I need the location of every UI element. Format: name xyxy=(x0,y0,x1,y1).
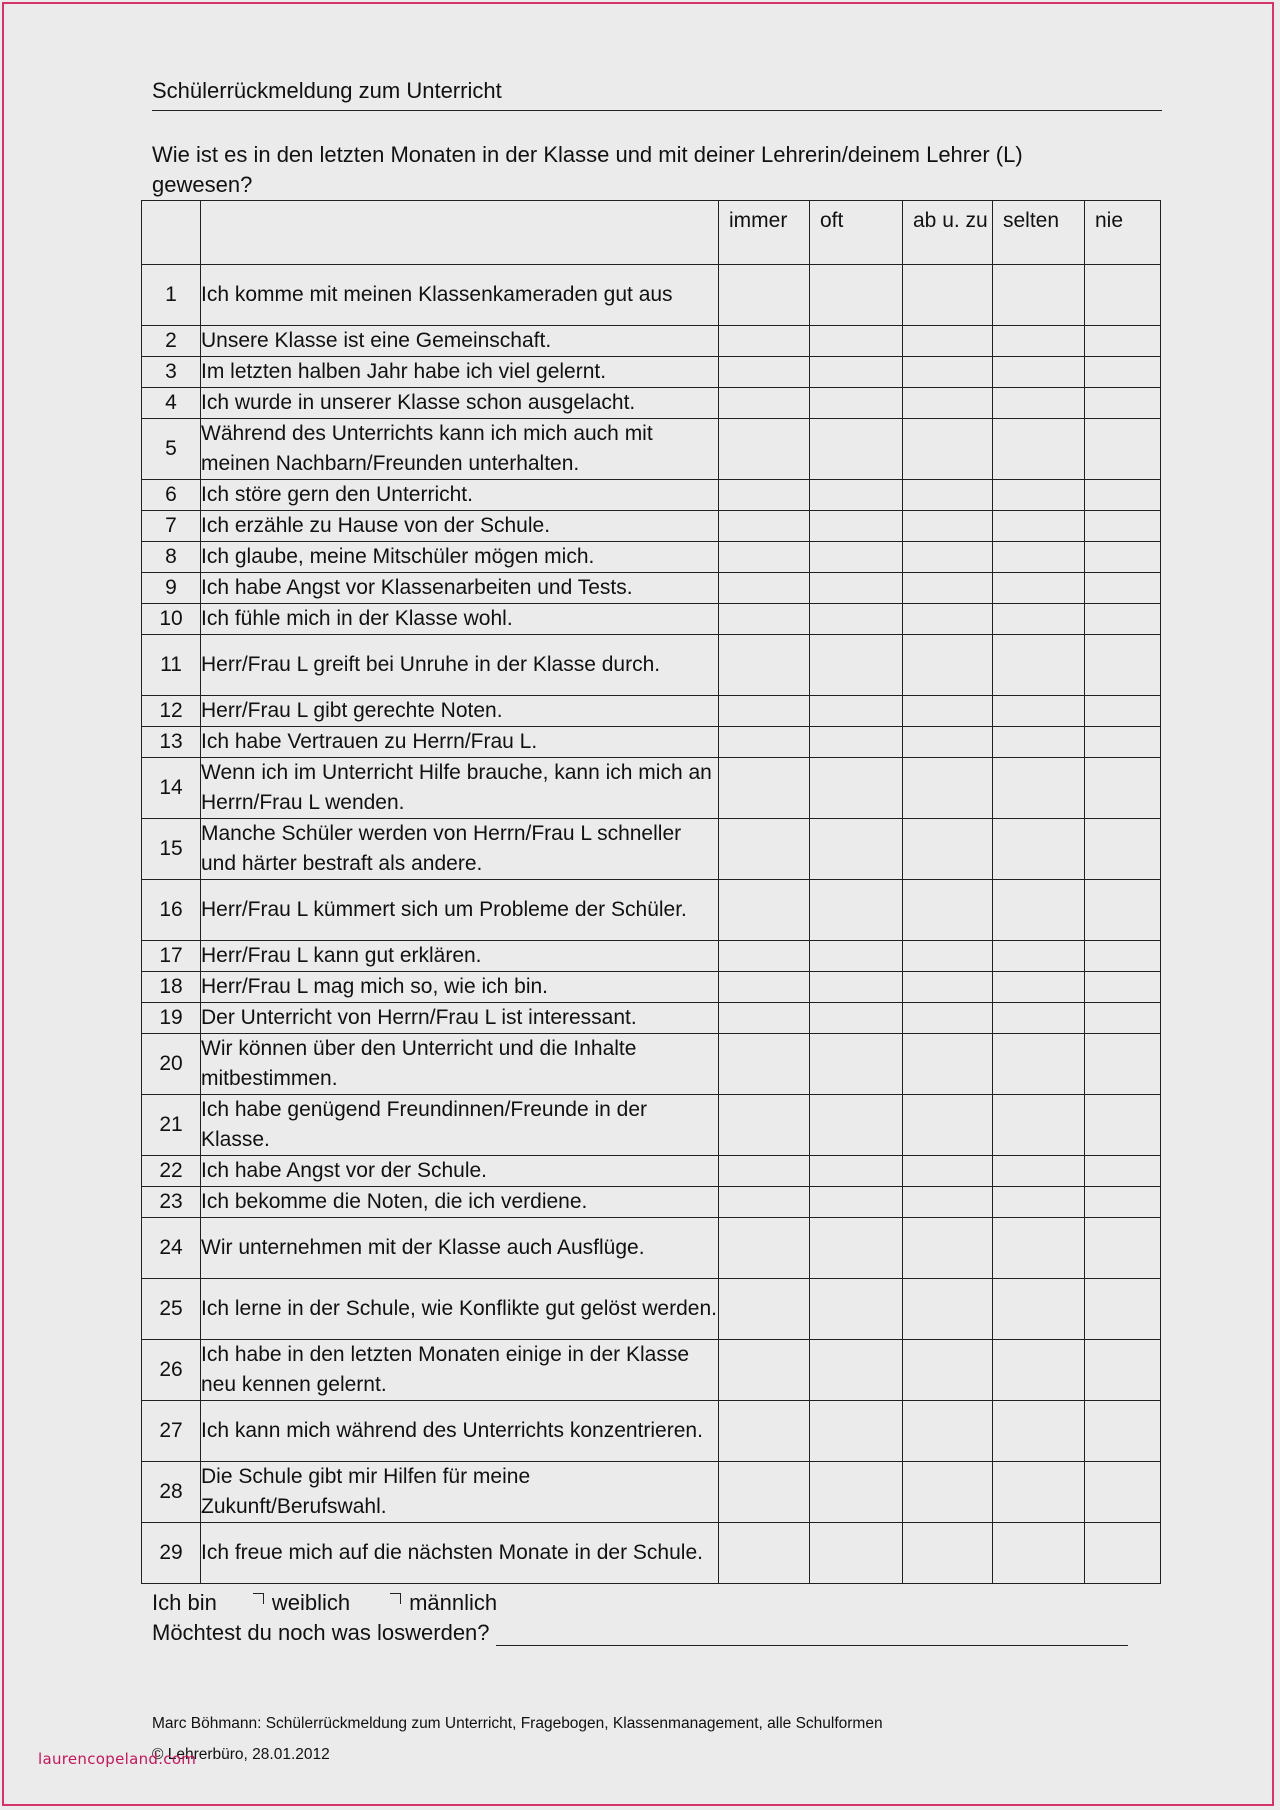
answer-cell-oft[interactable] xyxy=(810,1462,903,1523)
answer-cell-ab-u-zu[interactable] xyxy=(903,357,993,388)
answer-cell-nie[interactable] xyxy=(1085,1340,1161,1401)
item-statement: Ich glaube, meine Mitschüler mögen mich. xyxy=(201,542,719,573)
answer-cell-nie[interactable] xyxy=(1085,696,1161,727)
item-statement: Ich habe genügend Freundinnen/Freunde in der Klasse. xyxy=(201,1095,719,1156)
answer-cell-selten[interactable] xyxy=(993,880,1085,941)
answer-cell-oft[interactable] xyxy=(810,696,903,727)
header-selten: selten xyxy=(993,201,1085,265)
answer-cell-nie[interactable] xyxy=(1085,419,1161,480)
answer-cell-selten[interactable] xyxy=(993,819,1085,880)
item-number: 20 xyxy=(142,1034,201,1095)
table-row xyxy=(142,480,1161,511)
answer-cell-selten[interactable] xyxy=(993,480,1085,511)
item-number: 12 xyxy=(142,696,201,727)
answer-cell-immer[interactable] xyxy=(719,542,810,573)
answer-cell-selten[interactable] xyxy=(993,326,1085,357)
table-header-row xyxy=(142,201,1161,265)
table-row xyxy=(142,388,1161,419)
female-label: weiblich xyxy=(271,1590,351,1615)
answer-cell-nie[interactable] xyxy=(1085,1187,1161,1218)
answer-cell-nie[interactable] xyxy=(1085,326,1161,357)
table-row xyxy=(142,1462,1161,1523)
survey-body xyxy=(142,265,1161,1584)
table-row xyxy=(142,604,1161,635)
table-row xyxy=(142,265,1161,326)
answer-cell-nie[interactable] xyxy=(1085,511,1161,542)
item-number: 22 xyxy=(142,1156,201,1187)
item-statement: Ich habe Vertrauen zu Herrn/Frau L. xyxy=(201,727,719,758)
answer-cell-nie[interactable] xyxy=(1085,265,1161,326)
table-row xyxy=(142,880,1161,941)
answer-cell-immer[interactable] xyxy=(719,1401,810,1462)
answer-cell-immer[interactable] xyxy=(719,635,810,696)
answer-cell-immer[interactable] xyxy=(719,972,810,1003)
item-number: 27 xyxy=(142,1401,201,1462)
answer-cell-oft[interactable] xyxy=(810,941,903,972)
item-number: 6 xyxy=(142,480,201,511)
female-checkbox[interactable] xyxy=(253,1593,264,1604)
table-row xyxy=(142,1034,1161,1095)
table-row xyxy=(142,1095,1161,1156)
table-row xyxy=(142,1156,1161,1187)
answer-cell-oft[interactable] xyxy=(810,880,903,941)
answer-cell-ab-u-zu[interactable] xyxy=(903,388,993,419)
item-statement: Manche Schüler werden von Herrn/Frau L schneller und härter bestraft als andere. xyxy=(201,819,719,880)
answer-cell-immer[interactable] xyxy=(719,573,810,604)
watermark: laurencopeland.com xyxy=(38,1750,197,1768)
answer-cell-immer[interactable] xyxy=(719,1340,810,1401)
header-immer: immer xyxy=(719,201,810,265)
answer-cell-ab-u-zu[interactable] xyxy=(903,1340,993,1401)
answer-cell-ab-u-zu[interactable] xyxy=(903,1095,993,1156)
answer-cell-nie[interactable] xyxy=(1085,1156,1161,1187)
table-row xyxy=(142,727,1161,758)
answer-cell-immer[interactable] xyxy=(719,819,810,880)
answer-cell-nie[interactable] xyxy=(1085,1003,1161,1034)
answer-cell-selten[interactable] xyxy=(993,419,1085,480)
item-number: 15 xyxy=(142,819,201,880)
answer-cell-nie[interactable] xyxy=(1085,941,1161,972)
item-statement: Herr/Frau L kann gut erklären. xyxy=(201,941,719,972)
answer-cell-immer[interactable] xyxy=(719,941,810,972)
answer-cell-selten[interactable] xyxy=(993,511,1085,542)
answer-cell-immer[interactable] xyxy=(719,388,810,419)
answer-cell-selten[interactable] xyxy=(993,1156,1085,1187)
table-row xyxy=(142,941,1161,972)
item-statement: Wenn ich im Unterricht Hilfe brauche, kann ich mich an Herrn/Frau L wenden. xyxy=(201,758,719,819)
answer-cell-nie[interactable] xyxy=(1085,1279,1161,1340)
table-row xyxy=(142,419,1161,480)
answer-cell-nie[interactable] xyxy=(1085,1523,1161,1584)
table-row xyxy=(142,819,1161,880)
item-statement: Ich bekomme die Noten, die ich verdiene. xyxy=(201,1187,719,1218)
answer-cell-oft[interactable] xyxy=(810,819,903,880)
answer-cell-oft[interactable] xyxy=(810,573,903,604)
answer-cell-oft[interactable] xyxy=(810,326,903,357)
item-statement: Ich wurde in unserer Klasse schon ausgelacht. xyxy=(201,388,719,419)
header-nie: nie xyxy=(1085,201,1161,265)
item-statement: Ich habe Angst vor der Schule. xyxy=(201,1156,719,1187)
answer-cell-selten[interactable] xyxy=(993,1034,1085,1095)
item-number: 16 xyxy=(142,880,201,941)
answer-cell-oft[interactable] xyxy=(810,727,903,758)
answer-cell-selten[interactable] xyxy=(993,265,1085,326)
item-number: 7 xyxy=(142,511,201,542)
answer-cell-selten[interactable] xyxy=(993,758,1085,819)
answer-cell-ab-u-zu[interactable] xyxy=(903,542,993,573)
answer-cell-selten[interactable] xyxy=(993,573,1085,604)
answer-cell-oft[interactable] xyxy=(810,480,903,511)
item-statement: Herr/Frau L kümmert sich um Probleme der Schüler. xyxy=(201,880,719,941)
answer-cell-selten[interactable] xyxy=(993,1279,1085,1340)
item-number: 3 xyxy=(142,357,201,388)
header-number-cell xyxy=(142,201,201,265)
table-row xyxy=(142,1401,1161,1462)
item-number: 13 xyxy=(142,727,201,758)
answer-cell-selten[interactable] xyxy=(993,1401,1085,1462)
answer-cell-ab-u-zu[interactable] xyxy=(903,1401,993,1462)
answer-cell-nie[interactable] xyxy=(1085,388,1161,419)
document-title: Schülerrückmeldung zum Unterricht xyxy=(152,78,1162,111)
remark-label: Möchtest du noch was loswerden? xyxy=(152,1620,490,1645)
table-row xyxy=(142,1523,1161,1584)
item-number: 14 xyxy=(142,758,201,819)
answer-cell-ab-u-zu[interactable] xyxy=(903,758,993,819)
item-statement: Die Schule gibt mir Hilfen für meine Zukunft/Berufswahl. xyxy=(201,1462,719,1523)
item-statement: Ich habe in den letzten Monaten einige in der Klasse neu kennen gelernt. xyxy=(201,1340,719,1401)
answer-cell-immer[interactable] xyxy=(719,1279,810,1340)
answer-cell-nie[interactable] xyxy=(1085,1095,1161,1156)
table-row xyxy=(142,542,1161,573)
answer-cell-immer[interactable] xyxy=(719,1034,810,1095)
item-number: 11 xyxy=(142,635,201,696)
answer-cell-immer[interactable] xyxy=(719,727,810,758)
table-row xyxy=(142,1218,1161,1279)
answer-cell-ab-u-zu[interactable] xyxy=(903,727,993,758)
survey-table xyxy=(141,200,1161,1584)
answer-cell-ab-u-zu[interactable] xyxy=(903,604,993,635)
gender-prefix: Ich bin xyxy=(152,1590,217,1615)
answer-cell-oft[interactable] xyxy=(810,1523,903,1584)
item-statement: Ich fühle mich in der Klasse wohl. xyxy=(201,604,719,635)
item-number: 23 xyxy=(142,1187,201,1218)
male-label: männlich xyxy=(409,1590,498,1615)
item-statement: Ich freue mich auf die nächsten Monate in der Schule. xyxy=(201,1523,719,1584)
table-row xyxy=(142,635,1161,696)
answer-cell-immer[interactable] xyxy=(719,1156,810,1187)
answer-cell-immer[interactable] xyxy=(719,1187,810,1218)
header-statement-cell xyxy=(201,201,719,265)
item-statement: Ich komme mit meinen Klassenkameraden gut aus xyxy=(201,265,719,326)
answer-cell-selten[interactable] xyxy=(993,972,1085,1003)
table-row xyxy=(142,357,1161,388)
answer-cell-selten[interactable] xyxy=(993,727,1085,758)
answer-cell-selten[interactable] xyxy=(993,1095,1085,1156)
answer-cell-nie[interactable] xyxy=(1085,573,1161,604)
table-row xyxy=(142,972,1161,1003)
table-row xyxy=(142,511,1161,542)
answer-cell-ab-u-zu[interactable] xyxy=(903,1523,993,1584)
table-row xyxy=(142,758,1161,819)
item-statement: Herr/Frau L greift bei Unruhe in der Klasse durch. xyxy=(201,635,719,696)
answer-cell-oft[interactable] xyxy=(810,511,903,542)
answer-cell-oft[interactable] xyxy=(810,972,903,1003)
gender-selection xyxy=(152,1590,497,1616)
answer-cell-selten[interactable] xyxy=(993,941,1085,972)
item-statement: Ich störe gern den Unterricht. xyxy=(201,480,719,511)
answer-cell-ab-u-zu[interactable] xyxy=(903,635,993,696)
answer-cell-oft[interactable] xyxy=(810,1401,903,1462)
answer-cell-oft[interactable] xyxy=(810,419,903,480)
item-number: 18 xyxy=(142,972,201,1003)
answer-cell-ab-u-zu[interactable] xyxy=(903,941,993,972)
item-statement: Ich habe Angst vor Klassenarbeiten und Tests. xyxy=(201,573,719,604)
table-row xyxy=(142,326,1161,357)
answer-cell-ab-u-zu[interactable] xyxy=(903,1156,993,1187)
answer-cell-nie[interactable] xyxy=(1085,1034,1161,1095)
item-statement: Herr/Frau L mag mich so, wie ich bin. xyxy=(201,972,719,1003)
answer-cell-ab-u-zu[interactable] xyxy=(903,1003,993,1034)
answer-cell-selten[interactable] xyxy=(993,1218,1085,1279)
table-row xyxy=(142,1340,1161,1401)
answer-cell-ab-u-zu[interactable] xyxy=(903,419,993,480)
answer-cell-nie[interactable] xyxy=(1085,604,1161,635)
item-number: 17 xyxy=(142,941,201,972)
answer-cell-selten[interactable] xyxy=(993,635,1085,696)
item-number: 24 xyxy=(142,1218,201,1279)
answer-cell-immer[interactable] xyxy=(719,880,810,941)
item-statement: Herr/Frau L gibt gerechte Noten. xyxy=(201,696,719,727)
answer-cell-oft[interactable] xyxy=(810,1003,903,1034)
answer-cell-selten[interactable] xyxy=(993,1187,1085,1218)
table-row xyxy=(142,1279,1161,1340)
item-statement: Ich kann mich während des Unterrichts konzentrieren. xyxy=(201,1401,719,1462)
answer-cell-ab-u-zu[interactable] xyxy=(903,972,993,1003)
answer-cell-ab-u-zu[interactable] xyxy=(903,1462,993,1523)
answer-cell-ab-u-zu[interactable] xyxy=(903,573,993,604)
item-statement: Im letzten halben Jahr habe ich viel gelernt. xyxy=(201,357,719,388)
male-checkbox[interactable] xyxy=(390,1593,401,1604)
answer-cell-immer[interactable] xyxy=(719,604,810,635)
item-statement: Wir können über den Unterricht und die Inhalte mitbestimmen. xyxy=(201,1034,719,1095)
answer-cell-oft[interactable] xyxy=(810,542,903,573)
item-statement: Der Unterricht von Herrn/Frau L ist interessant. xyxy=(201,1003,719,1034)
answer-cell-oft[interactable] xyxy=(810,635,903,696)
answer-cell-ab-u-zu[interactable] xyxy=(903,480,993,511)
table-row xyxy=(142,696,1161,727)
answer-cell-nie[interactable] xyxy=(1085,480,1161,511)
answer-cell-selten[interactable] xyxy=(993,1003,1085,1034)
answer-cell-immer[interactable] xyxy=(719,758,810,819)
answer-cell-oft[interactable] xyxy=(810,357,903,388)
answer-cell-immer[interactable] xyxy=(719,326,810,357)
item-statement: Ich lerne in der Schule, wie Konflikte gut gelöst werden. xyxy=(201,1279,719,1340)
item-number: 21 xyxy=(142,1095,201,1156)
answer-cell-nie[interactable] xyxy=(1085,542,1161,573)
answer-cell-oft[interactable] xyxy=(810,1095,903,1156)
answer-cell-nie[interactable] xyxy=(1085,1401,1161,1462)
answer-cell-nie[interactable] xyxy=(1085,1462,1161,1523)
answer-cell-immer[interactable] xyxy=(719,511,810,542)
answer-cell-immer[interactable] xyxy=(719,1523,810,1584)
item-number: 26 xyxy=(142,1340,201,1401)
answer-cell-immer[interactable] xyxy=(719,265,810,326)
answer-cell-immer[interactable] xyxy=(719,1218,810,1279)
header-ab-u-zu: ab u. zu xyxy=(903,201,993,265)
item-number: 19 xyxy=(142,1003,201,1034)
answer-cell-immer[interactable] xyxy=(719,1095,810,1156)
answer-cell-immer[interactable] xyxy=(719,357,810,388)
answer-cell-immer[interactable] xyxy=(719,419,810,480)
answer-cell-nie[interactable] xyxy=(1085,357,1161,388)
answer-cell-ab-u-zu[interactable] xyxy=(903,1034,993,1095)
remark-row xyxy=(152,1620,1128,1646)
answer-cell-selten[interactable] xyxy=(993,696,1085,727)
answer-cell-nie[interactable] xyxy=(1085,819,1161,880)
answer-cell-oft[interactable] xyxy=(810,1187,903,1218)
answer-cell-selten[interactable] xyxy=(993,357,1085,388)
answer-cell-ab-u-zu[interactable] xyxy=(903,511,993,542)
answer-cell-selten[interactable] xyxy=(993,1462,1085,1523)
answer-cell-immer[interactable] xyxy=(719,696,810,727)
answer-cell-nie[interactable] xyxy=(1085,1218,1161,1279)
footer-credit: Marc Böhmann: Schülerrückmeldung zum Unterricht, Fragebogen, Klassenmanagement, alle Schulformen xyxy=(152,1715,883,1732)
answer-cell-selten[interactable] xyxy=(993,542,1085,573)
answer-cell-ab-u-zu[interactable] xyxy=(903,265,993,326)
answer-cell-oft[interactable] xyxy=(810,1156,903,1187)
answer-cell-immer[interactable] xyxy=(719,1003,810,1034)
answer-cell-ab-u-zu[interactable] xyxy=(903,1187,993,1218)
footer-copyright: © Lehrerbüro, 28.01.2012 xyxy=(152,1746,330,1763)
item-number: 25 xyxy=(142,1279,201,1340)
answer-cell-selten[interactable] xyxy=(993,604,1085,635)
item-number: 2 xyxy=(142,326,201,357)
table-row xyxy=(142,573,1161,604)
answer-cell-ab-u-zu[interactable] xyxy=(903,819,993,880)
answer-cell-ab-u-zu[interactable] xyxy=(903,696,993,727)
answer-cell-selten[interactable] xyxy=(993,1523,1085,1584)
answer-cell-selten[interactable] xyxy=(993,1340,1085,1401)
answer-cell-oft[interactable] xyxy=(810,1218,903,1279)
answer-cell-selten[interactable] xyxy=(993,388,1085,419)
answer-cell-immer[interactable] xyxy=(719,480,810,511)
item-number: 4 xyxy=(142,388,201,419)
item-number: 28 xyxy=(142,1462,201,1523)
answer-cell-oft[interactable] xyxy=(810,1340,903,1401)
answer-cell-oft[interactable] xyxy=(810,604,903,635)
header-oft: oft xyxy=(810,201,903,265)
item-statement: Wir unternehmen mit der Klasse auch Ausflüge. xyxy=(201,1218,719,1279)
answer-cell-oft[interactable] xyxy=(810,388,903,419)
answer-cell-oft[interactable] xyxy=(810,1034,903,1095)
survey-question: Wie ist es in den letzten Monaten in der Klasse und mit deiner Lehrerin/deinem Lehrer (L) gewesen? xyxy=(152,142,1023,197)
item-number: 1 xyxy=(142,265,201,326)
remark-answer-line[interactable] xyxy=(496,1623,1128,1646)
answer-cell-oft[interactable] xyxy=(810,758,903,819)
answer-cell-immer[interactable] xyxy=(719,1462,810,1523)
answer-cell-nie[interactable] xyxy=(1085,880,1161,941)
answer-cell-ab-u-zu[interactable] xyxy=(903,1279,993,1340)
answer-cell-oft[interactable] xyxy=(810,1279,903,1340)
table-row xyxy=(142,1187,1161,1218)
answer-cell-nie[interactable] xyxy=(1085,972,1161,1003)
answer-cell-ab-u-zu[interactable] xyxy=(903,326,993,357)
item-statement: Ich erzähle zu Hause von der Schule. xyxy=(201,511,719,542)
item-statement: Unsere Klasse ist eine Gemeinschaft. xyxy=(201,326,719,357)
item-number: 9 xyxy=(142,573,201,604)
item-statement: Während des Unterrichts kann ich mich auch mit meinen Nachbarn/Freunden unterhalten. xyxy=(201,419,719,480)
answer-cell-nie[interactable] xyxy=(1085,727,1161,758)
item-number: 29 xyxy=(142,1523,201,1584)
answer-cell-ab-u-zu[interactable] xyxy=(903,880,993,941)
table-row xyxy=(142,1003,1161,1034)
item-number: 5 xyxy=(142,419,201,480)
answer-cell-oft[interactable] xyxy=(810,265,903,326)
answer-cell-nie[interactable] xyxy=(1085,758,1161,819)
item-number: 8 xyxy=(142,542,201,573)
answer-cell-ab-u-zu[interactable] xyxy=(903,1218,993,1279)
answer-cell-nie[interactable] xyxy=(1085,635,1161,696)
item-number: 10 xyxy=(142,604,201,635)
